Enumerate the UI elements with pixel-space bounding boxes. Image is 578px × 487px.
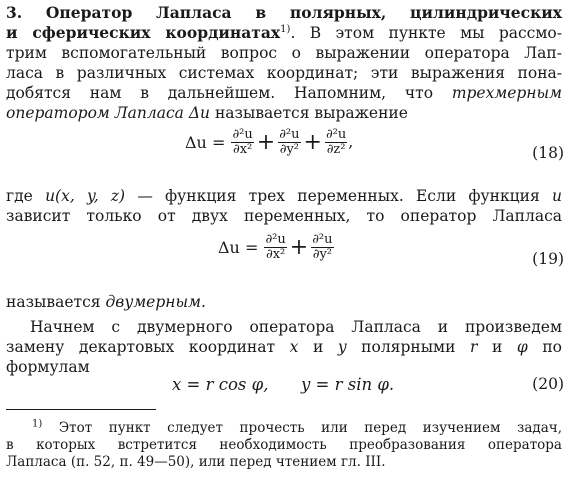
emphasis-term: оператором Лапласа Δu xyxy=(6,104,211,122)
paragraph-line xyxy=(6,23,562,43)
equation-19 xyxy=(218,233,335,262)
fraction-numerator: ∂²u xyxy=(279,127,300,142)
emphasis-term: двумерным. xyxy=(105,293,206,311)
text-span: где xyxy=(6,187,33,205)
fraction-denominator: ∂x² xyxy=(232,142,253,157)
text-span: Этот пункт следует прочесть или перед изучением задач, xyxy=(58,420,563,436)
math-inline: y xyxy=(337,338,347,356)
equation-18 xyxy=(185,128,353,157)
text-span: и xyxy=(312,338,324,356)
footnote-marker: 1) xyxy=(280,23,291,35)
paragraph-line: Начнем с двумерного оператора Лапласа и произведем xyxy=(30,318,562,336)
math-inline: r xyxy=(470,338,478,356)
math-inline: φ xyxy=(516,338,528,356)
equation-lhs: Δu = xyxy=(185,133,226,152)
fraction xyxy=(264,233,286,262)
fraction xyxy=(231,128,253,157)
text-span: добятся нам в дальнейшем. Напомним, что xyxy=(6,84,434,102)
footnote-marker: 1) xyxy=(32,418,43,430)
paragraph-line xyxy=(6,292,562,312)
text-span: — функция трех переменных. Если функция xyxy=(137,187,540,205)
equation-part: x = r cos φ, xyxy=(172,375,269,394)
fraction xyxy=(311,233,333,262)
fraction xyxy=(325,128,347,157)
fraction-numerator: ∂²u xyxy=(265,232,286,247)
text-span: . В этом пункте мы рассмо- xyxy=(290,24,562,42)
footnote-line: в которых встретится необходимость преобразования оператора xyxy=(6,437,562,453)
fraction-denominator: ∂y² xyxy=(279,142,299,157)
equation-number: (20) xyxy=(532,375,564,393)
footnote-divider xyxy=(6,409,156,410)
text-span: называется xyxy=(6,293,101,311)
paragraph-line xyxy=(6,186,562,206)
paragraph-line: трим вспомогательный вопрос о выражении оператора Лап- xyxy=(6,44,562,62)
math-inline: x xyxy=(289,338,299,356)
paragraph-line xyxy=(6,83,562,103)
equation-lhs: Δu = xyxy=(218,238,259,257)
equation-trailing: , xyxy=(348,132,354,151)
plus-sign: + xyxy=(289,235,309,260)
fraction-numerator: ∂²u xyxy=(312,232,333,247)
footnote-line xyxy=(6,420,562,437)
fraction-numerator: ∂²u xyxy=(232,127,253,142)
fraction-numerator: ∂²u xyxy=(325,127,347,142)
section-heading-cont: и сферических координатах xyxy=(6,23,281,42)
section-heading: 3. Оператор Лапласа в полярных, цилиндрических xyxy=(6,3,562,22)
plus-sign: + xyxy=(256,130,276,155)
text-span: полярными xyxy=(361,338,456,356)
equation-20 xyxy=(172,375,394,394)
fraction-denominator: ∂x² xyxy=(265,247,286,262)
text-span: замену декартовых координат xyxy=(6,338,276,356)
math-inline: u xyxy=(551,187,562,205)
text-span: называется выражение xyxy=(214,104,408,122)
footnote-line: Лапласа (п. 52, п. 49—50), или перед чтением гл. III. xyxy=(6,454,386,470)
emphasis-term: трехмерным xyxy=(451,84,562,102)
fraction-denominator: ∂y² xyxy=(312,247,332,262)
paragraph-line: формулам xyxy=(6,358,90,376)
math-inline: u(x, y, z) xyxy=(45,187,126,205)
plus-sign: + xyxy=(303,130,322,155)
paragraph-line: зависит только от двух переменных, то оператор Лапласа xyxy=(6,207,562,225)
paragraph-line xyxy=(6,103,562,123)
equation-part: y = r sin φ. xyxy=(300,375,395,394)
section-heading-line1 xyxy=(6,3,562,23)
paragraph-line xyxy=(6,337,562,357)
fraction xyxy=(278,128,300,157)
equation-number: (18) xyxy=(532,144,564,162)
equation-number: (19) xyxy=(532,250,564,268)
fraction-denominator: ∂z² xyxy=(326,142,346,157)
text-span: и xyxy=(491,338,503,356)
paragraph-line: ласа в различных системах координат; эти выражения пона- xyxy=(6,64,562,82)
text-span: по xyxy=(542,338,562,356)
